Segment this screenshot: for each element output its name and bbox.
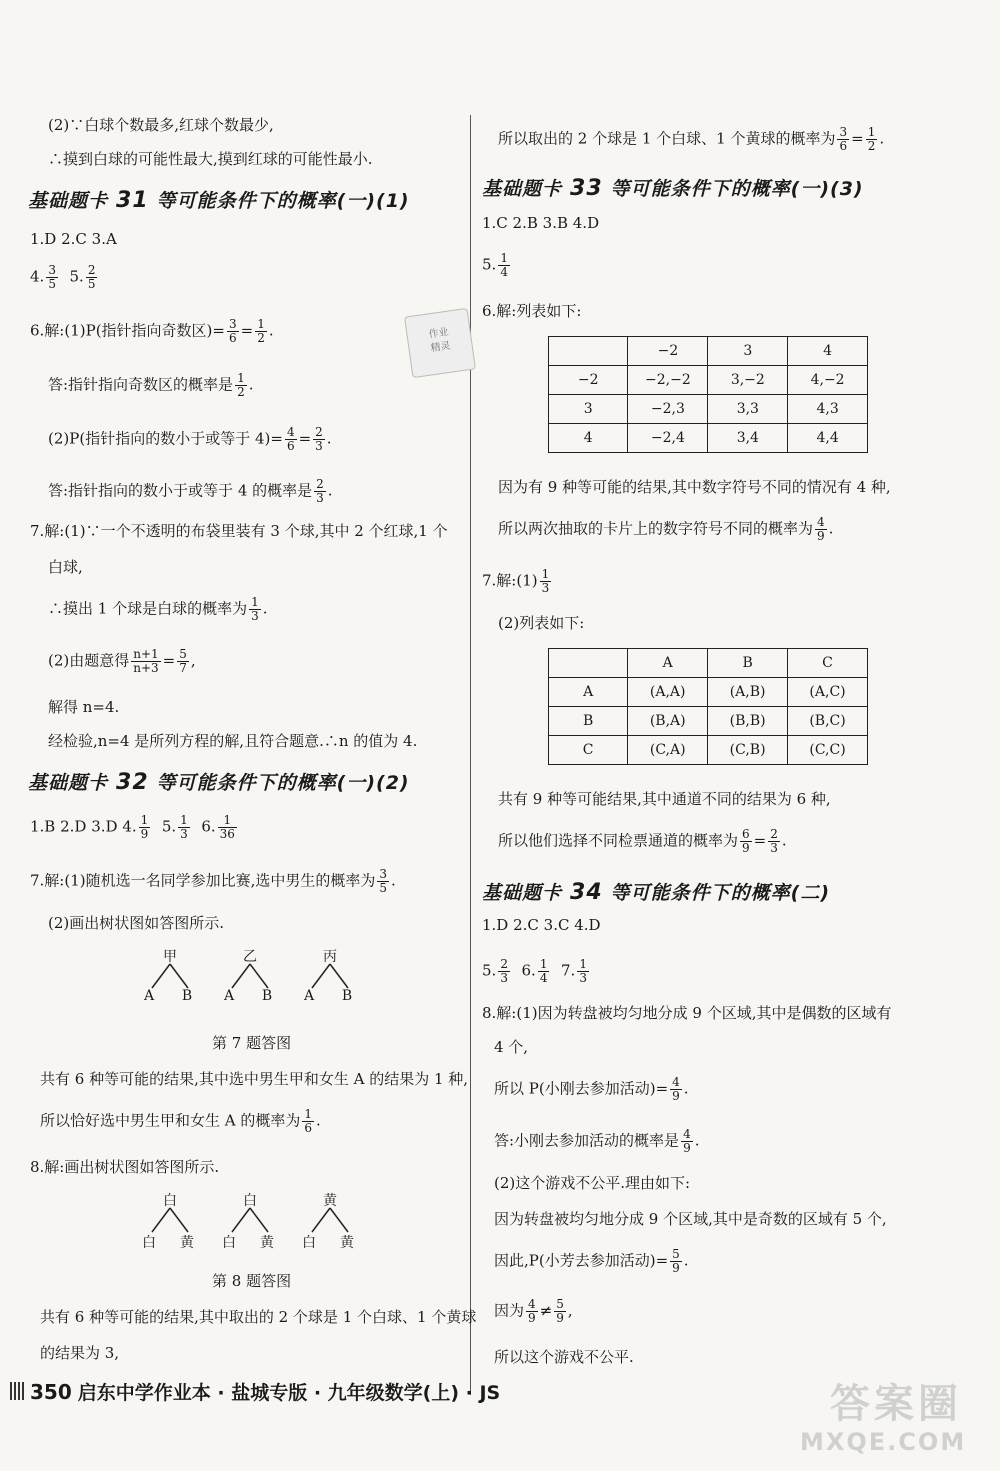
tree-root: 乙 [243, 949, 257, 965]
tree-leaf: 黄 [180, 1235, 194, 1251]
tree-diagram-7 [130, 946, 390, 1016]
table-gate-outcomes [548, 648, 868, 765]
text-line: 所以他们选择不同检票通道的概率为 $\frac{6}{9}$ = $\frac{2}{3}$ . [498, 827, 787, 855]
answer-line: 4. $\frac{3}{5}$ 5. $\frac{2}{5}$ [30, 263, 96, 291]
answer-line: 1.B 2.D 3.D 4. $\frac{1}{9}$ 5. $\frac{1}{3}$ 6. $\frac{1}{36}$ [30, 813, 235, 841]
table-row [549, 736, 868, 765]
section-heading-33: 基础题卡 33 等可能条件下的概率(一)(3) [482, 176, 864, 201]
table-row [549, 707, 868, 736]
text-line: 因为转盘被均匀地分成 9 个区域,其中是奇数的区域有 5 个, [494, 1210, 887, 1228]
tree-root: 白 [163, 1193, 177, 1209]
text-line: 6.解:列表如下: [482, 302, 582, 320]
text-line: 所以 P(小刚去参加活动)= $\frac{4}{9}$ . [494, 1075, 689, 1103]
text-line: 因为有 9 种等可能的结果,其中数字符号不同的情况有 4 种, [498, 478, 891, 496]
text-line: 答:小刚去参加活动的概率是 $\frac{4}{9}$ . [494, 1127, 700, 1155]
page-footer [30, 1378, 500, 1405]
tree-leaf: A [303, 988, 315, 1004]
table-row [549, 366, 868, 395]
table-cell: −2 [549, 366, 628, 395]
table-cell: 3,−2 [708, 366, 788, 395]
tree-leaf: B [181, 988, 193, 1004]
tree-root: 白 [243, 1193, 257, 1209]
table-cell [549, 649, 628, 678]
text-line: 7.解:(1) $\frac{1}{3}$ [482, 567, 550, 595]
table-cell: C [788, 649, 868, 678]
text-line: 7.解:(1)随机选一名同学参加比赛,选中男生的概率为 $\frac{3}{5}$ . [30, 867, 396, 895]
table-cell: (B,B) [708, 707, 788, 736]
text-line: 所以恰好选中男生甲和女生 A 的概率为 $\frac{1}{6}$ . [40, 1107, 321, 1135]
tree-leaf: 白 [142, 1235, 156, 1251]
table-cell: 4 [788, 337, 868, 366]
table-cell: (A,B) [708, 678, 788, 707]
text-line: (2)由题意得 $\frac{n+1}{n+3}$ = $\frac{5}{7}$ , [48, 647, 196, 675]
table-cell: 4,4 [788, 424, 868, 453]
table-cell: (C,A) [628, 736, 708, 765]
book-title: 启东中学作业本 · 盐城专版 · 九年级数学(上) · JS [77, 1382, 501, 1404]
stamp-text: 作业 [428, 326, 450, 341]
table-cell: (A,A) [628, 678, 708, 707]
stamp-text: 精灵 [429, 340, 452, 355]
text-line: ∴摸到白球的可能性最大,摸到红球的可能性最小. [48, 150, 373, 168]
table-cell: A [549, 678, 628, 707]
tree-leaf: 黄 [260, 1235, 274, 1251]
table-cell: 3,4 [708, 424, 788, 453]
table-row [549, 678, 868, 707]
watermark-logo [800, 1372, 990, 1464]
answer-line: 1.C 2.B 3.B 4.D [482, 214, 600, 232]
table-cell: −2,4 [628, 424, 708, 453]
text-line: 7.解:(1)∵一个不透明的布袋里装有 3 个球,其中 2 个红球,1 个 [30, 522, 448, 540]
table-row [549, 337, 868, 366]
text-line: 的结果为 3, [40, 1344, 120, 1362]
table-cell: A [628, 649, 708, 678]
text-line: (2)列表如下: [498, 614, 585, 632]
tree-leaf: 白 [222, 1235, 236, 1251]
table-cell: (A,C) [788, 678, 868, 707]
section-heading-31: 基础题卡 31 等可能条件下的概率(一)(1) [28, 188, 410, 213]
text-line: 所以两次抽取的卡片上的数字符号不同的概率为 $\frac{4}{9}$ . [498, 515, 834, 543]
tree-leaf: A [143, 988, 155, 1004]
text-line: 解得 n=4. [48, 698, 120, 716]
text-line: 因此,P(小芳去参加活动)= $\frac{5}{9}$ . [494, 1247, 689, 1275]
table-cell: (C,B) [708, 736, 788, 765]
text-line: 4 个, [494, 1038, 529, 1056]
text-line: 白球, [48, 558, 83, 576]
section-heading-34: 基础题卡 34 等可能条件下的概率(二) [482, 880, 831, 905]
table-cell: (B,A) [628, 707, 708, 736]
column-divider [470, 115, 471, 1395]
page-number: 350 [30, 1380, 72, 1404]
table-cell: 4,3 [788, 395, 868, 424]
text-line: ∴摸出 1 个球是白球的概率为 $\frac{1}{3}$ . [48, 595, 268, 623]
table-cell: (C,C) [788, 736, 868, 765]
table-cell: B [708, 649, 788, 678]
table-cell: C [549, 736, 628, 765]
tree-leaf: B [341, 988, 353, 1004]
barcode-icon [10, 1382, 26, 1400]
tree-root: 甲 [163, 949, 177, 965]
tree-root: 丙 [323, 949, 337, 965]
watermark-url: MXQE.COM [800, 1428, 967, 1456]
table-row [549, 395, 868, 424]
text-line: (2)画出树状图如答图所示. [48, 914, 225, 932]
text-line: 8.解:(1)因为转盘被均匀地分成 9 个区域,其中是偶数的区域有 [482, 1004, 892, 1022]
tree-leaf: B [261, 988, 273, 1004]
text-line: 共有 6 种等可能的结果,其中选中男生甲和女生 A 的结果为 1 种, [40, 1070, 469, 1088]
text-line: 共有 9 种等可能结果,其中通道不同的结果为 6 种, [498, 790, 831, 808]
table-sign-outcomes [548, 336, 868, 453]
table-cell: 3 [708, 337, 788, 366]
text-line: 6.解:(1)P(指针指向奇数区)= $\frac{3}{6}$ = $\frac{1}{2}$ . [30, 317, 274, 345]
tree-leaf: 白 [302, 1235, 316, 1251]
text-line: 所以这个游戏不公平. [494, 1348, 634, 1366]
tree-leaf: A [223, 988, 235, 1004]
figure-caption: 第 8 题答图 [212, 1272, 292, 1290]
table-cell [549, 337, 628, 366]
table-cell: 3 [549, 395, 628, 424]
text-line: 所以取出的 2 个球是 1 个白球、1 个黄球的概率为 $\frac{3}{6}$ = $\frac{1}{2}$ . [498, 125, 885, 153]
table-cell: −2,−2 [628, 366, 708, 395]
table-cell: 4 [549, 424, 628, 453]
text-line: (2)∵白球个数最多,红球个数最少, [48, 116, 274, 134]
section-heading-32: 基础题卡 32 等可能条件下的概率(一)(2) [28, 770, 410, 795]
text-line: (2)P(指针指向的数小于或等于 4)= $\frac{4}{6}$ = $\frac{2}{3}$ . [48, 425, 332, 453]
tree-leaf: 黄 [340, 1235, 354, 1251]
answer-line: 1.D 2.C 3.A [30, 230, 117, 248]
text-line: 因为 $\frac{4}{9}$ ≠ $\frac{5}{9}$ , [494, 1297, 573, 1325]
tree-root: 黄 [323, 1193, 337, 1209]
table-cell: B [549, 707, 628, 736]
watermark-text: 答案圈 [830, 1381, 962, 1427]
table-row [549, 424, 868, 453]
figure-caption: 第 7 题答图 [212, 1034, 292, 1052]
table-row [549, 649, 868, 678]
text-line: 共有 6 种等可能的结果,其中取出的 2 个球是 1 个白球、1 个黄球 [40, 1308, 477, 1326]
answer-line: 1.D 2.C 3.C 4.D [482, 916, 601, 934]
table-cell: −2 [628, 337, 708, 366]
text-line: (2)这个游戏不公平.理由如下: [494, 1174, 691, 1192]
answer-line: 5. $\frac{2}{3}$ 6. $\frac{1}{4}$ 7. $\frac{1}{3}$ [482, 957, 587, 985]
table-cell: 3,3 [708, 395, 788, 424]
text-line: 经检验,n=4 是所列方程的解,且符合题意.∴n 的值为 4. [48, 732, 418, 750]
table-cell: −2,3 [628, 395, 708, 424]
table-cell: 4,−2 [788, 366, 868, 395]
text-line: 答:指针指向的数小于或等于 4 的概率是 $\frac{2}{3}$ . [48, 477, 333, 505]
text-line: 8.解:画出树状图如答图所示. [30, 1158, 220, 1176]
text-line: 答:指针指向奇数区的概率是 $\frac{1}{2}$ . [48, 371, 254, 399]
answer-line: 5. $\frac{1}{4}$ [482, 251, 508, 279]
table-cell: (B,C) [788, 707, 868, 736]
tree-diagram-8 [130, 1190, 390, 1260]
homework-stamp [404, 308, 476, 378]
